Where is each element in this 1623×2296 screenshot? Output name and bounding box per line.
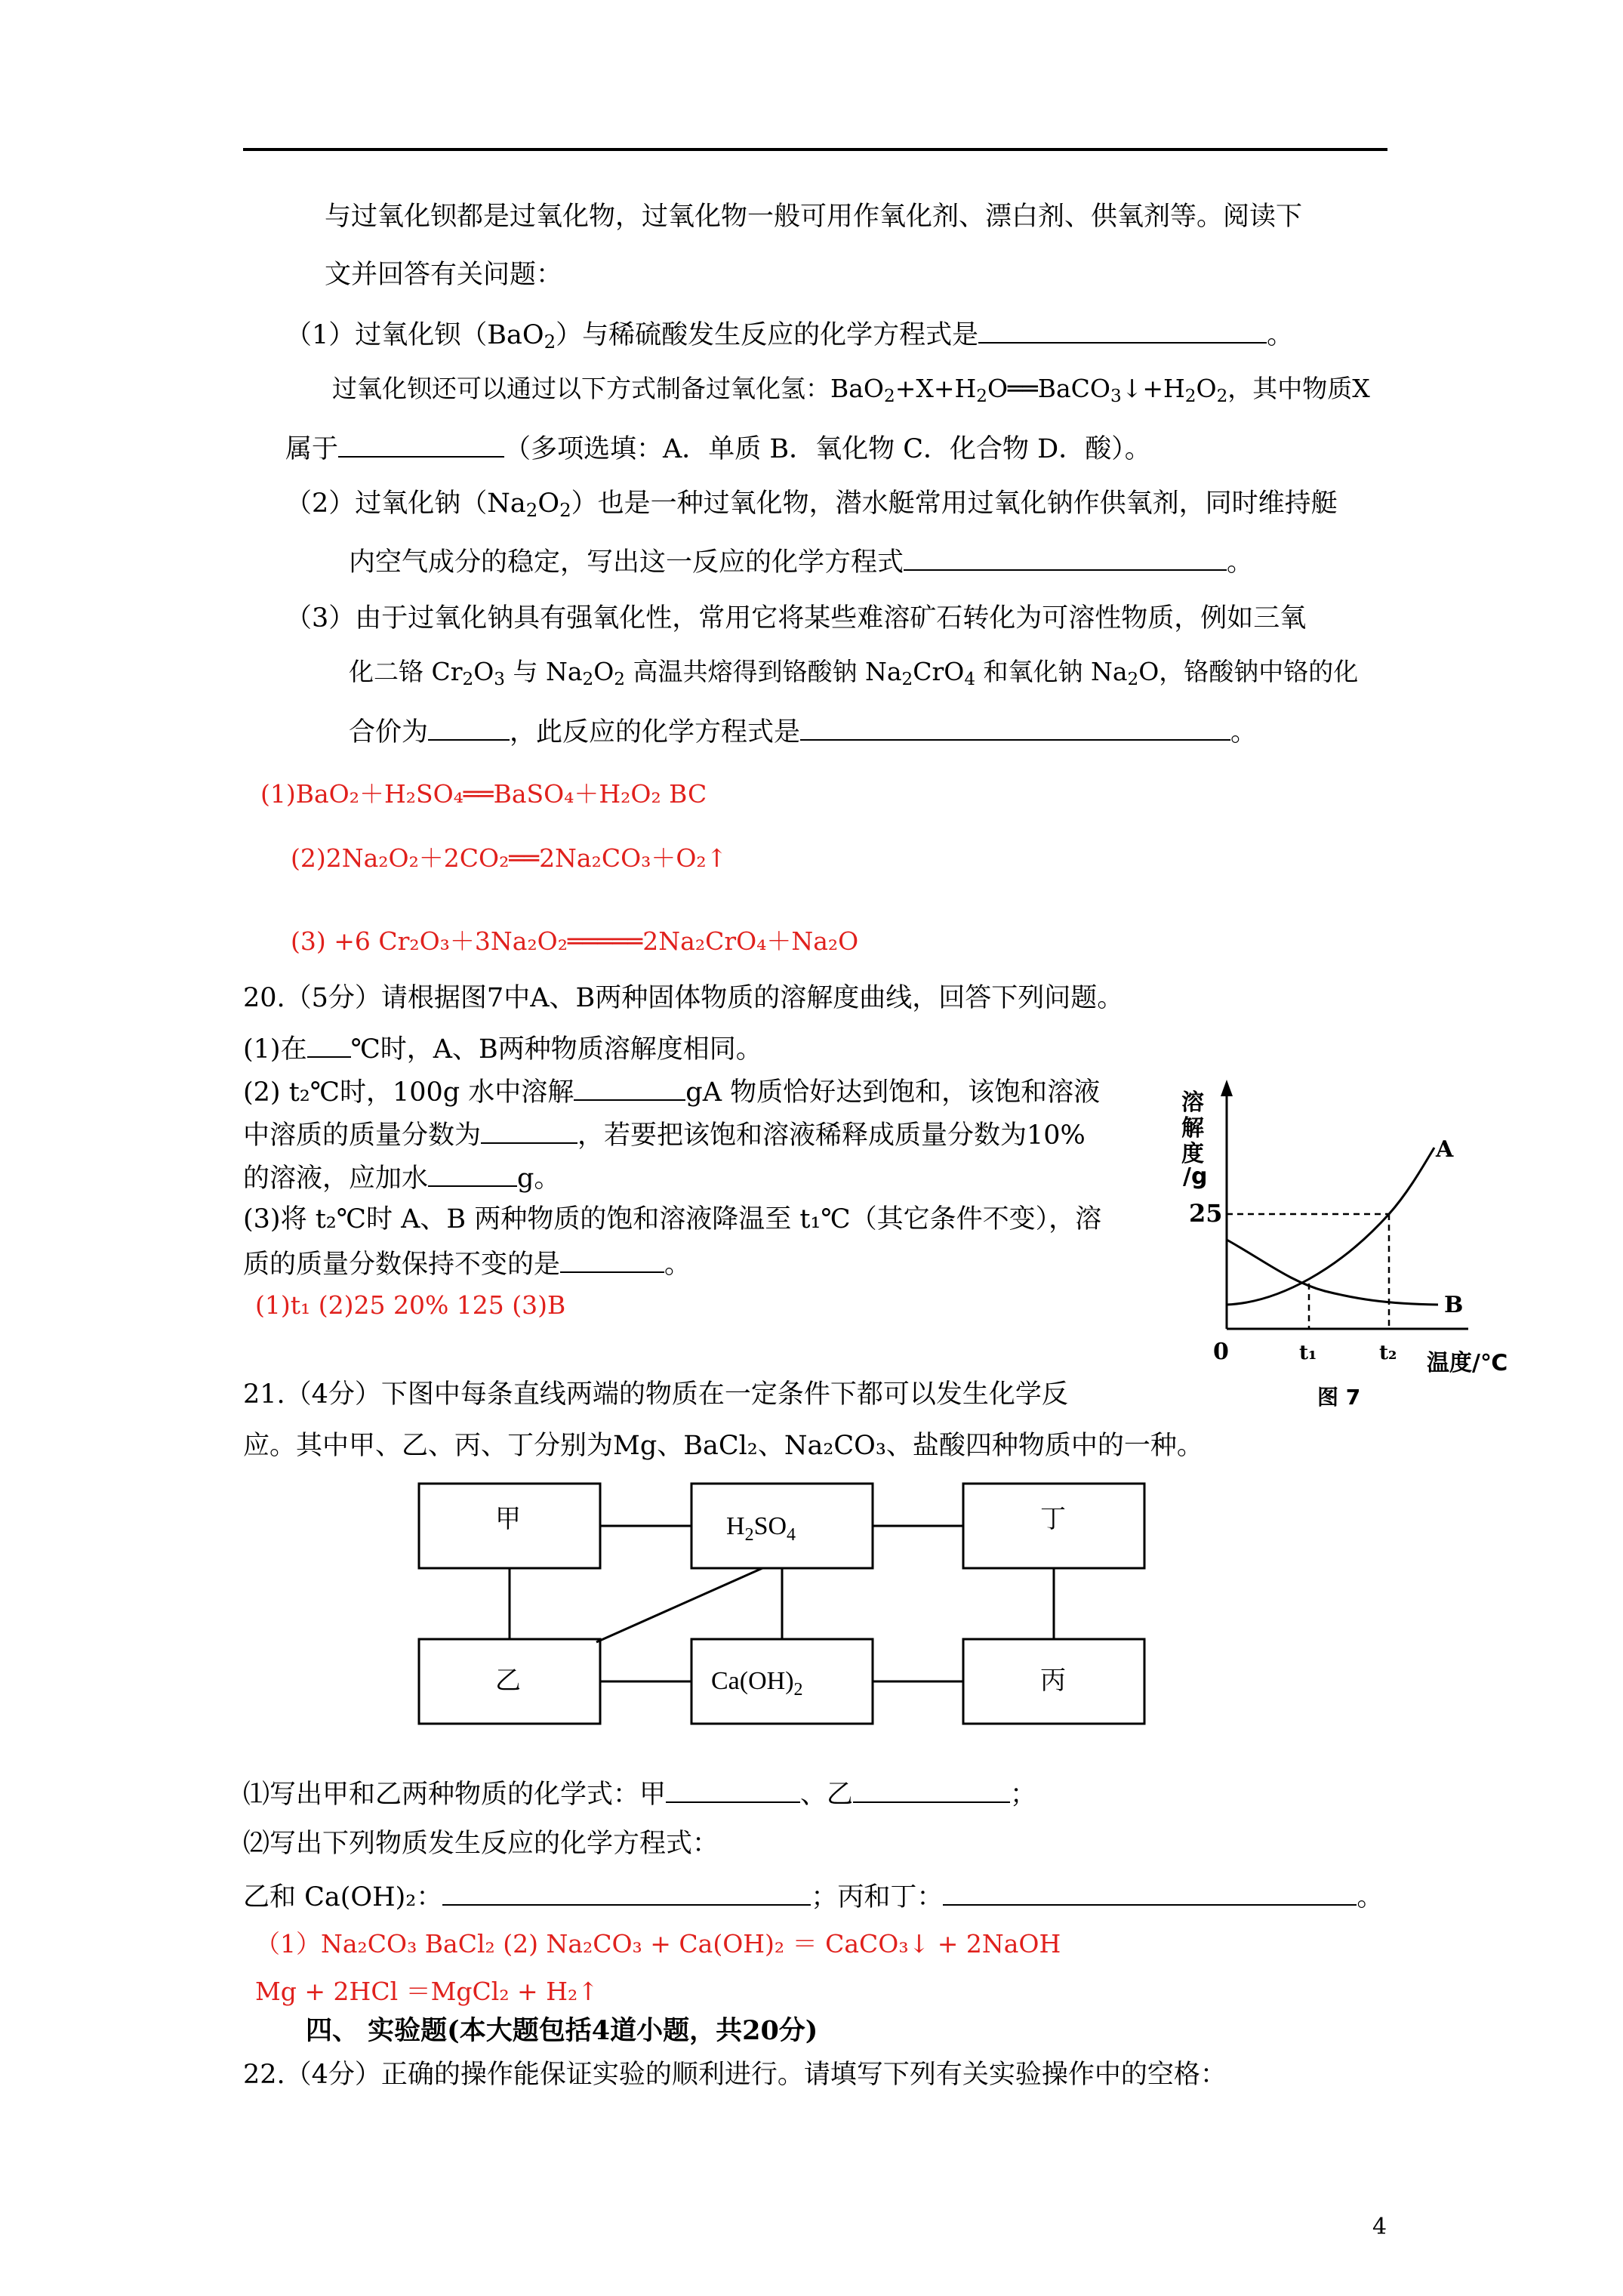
q20-part1: (1)在 ℃时，A、B两种物质溶解度相同。 <box>243 1031 762 1066</box>
section-4-heading: 四、 实验题(本大题包括4道小题，共20分) <box>306 2015 818 2046</box>
q22-title: 22.（4分）正确的操作能保证实验的顺利进行。请填写下列有关实验操作中的空格： <box>243 2060 1227 2090</box>
answer-20: (1)t₁ (2)25 20% 125 (3)B <box>255 1290 566 1320</box>
passage-line-2: 文并回答有关问题： <box>325 260 563 290</box>
q19-classify-line: 属于 （多项选填：A．单质 B．氧化物 C．化合物 D．酸）。 <box>285 430 1151 466</box>
curve-a-label: A <box>1436 1136 1454 1163</box>
answer-blank[interactable] <box>666 1776 800 1803</box>
answer-21-1: （1）Na₂CO₃ BaCl₂ (2) Na₂CO₃ + Ca(OH)₂ ＝ CaCO₃↓ + 2NaOH <box>255 1929 1061 1959</box>
y-axis-label: 溶解度/g <box>1181 1089 1208 1190</box>
q20-part2-line3: 的溶液，应加水 g。 <box>243 1160 560 1195</box>
q21-part1: ⑴写出甲和乙两种物质的化学式：甲 、乙 ； <box>243 1776 1036 1811</box>
x-axis-label: 温度/℃ <box>1427 1350 1508 1376</box>
answer-blank[interactable] <box>800 713 1230 741</box>
answer-blank[interactable] <box>428 713 510 741</box>
ytick-25: 25 <box>1189 1199 1223 1228</box>
answer-19-1: (1)BaO₂＋H₂SO₄══BaSO₄＋H₂O₂ BC <box>260 779 707 809</box>
passage-line-1: 与过氧化钡都是过氧化物，过氧化物一般可用作氧化剂、漂白剂、供氧剂等。阅读下 <box>325 202 1303 232</box>
answer-blank[interactable] <box>442 1878 811 1906</box>
q20-title: 20.（5分）请根据图7中A、B两种固体物质的溶解度曲线，回答下列问题。 <box>243 983 1124 1013</box>
answer-blank[interactable] <box>338 430 504 458</box>
header-rule <box>243 148 1387 151</box>
q19-part3-line3: 合价为 ，此反应的化学方程式是 。 <box>349 713 1257 749</box>
curve-a <box>1227 1148 1434 1305</box>
answer-blank[interactable] <box>574 1074 685 1101</box>
answer-blank[interactable] <box>307 1031 351 1058</box>
label-ding: 丁 <box>1040 1505 1066 1533</box>
link-h2so4-yi <box>596 1568 762 1642</box>
q21-title: 21.（4分）下图中每条直线两端的物质在一定条件下都可以发生化学反 <box>243 1379 1068 1410</box>
label-jia: 甲 <box>495 1505 521 1533</box>
answer-blank[interactable] <box>560 1246 664 1273</box>
label-bing: 丙 <box>1040 1667 1066 1695</box>
answer-blank[interactable] <box>978 316 1267 344</box>
answer-19-2: (2)2Na₂O₂＋2CO₂══2Na₂CO₃＋O₂↑ <box>291 843 728 873</box>
q19-part3-line2: 化二铬 $Cr_2O_3$ 与 $Na_2O_2$ 高温共熔得到铬酸钠 $Na_2CrO_4$ 和氧化钠 $Na_2O$，铬酸钠中铬的化 <box>349 657 1359 689</box>
answer-blank[interactable] <box>481 1117 577 1144</box>
answer-blank[interactable] <box>853 1776 1010 1803</box>
label-yi: 乙 <box>495 1667 521 1695</box>
xtick-t1: t₁ <box>1299 1342 1317 1364</box>
reaction-diagram <box>415 1480 1170 1729</box>
page-number: 4 <box>1372 2214 1387 2240</box>
q21-title-line2: 应。其中甲、乙、丙、丁分别为Mg、BaCl₂、Na₂CO₃、盐酸四种物质中的一种。 <box>243 1431 1203 1461</box>
figure-caption: 图 7 <box>1317 1385 1361 1410</box>
answer-blank[interactable] <box>904 544 1227 571</box>
q20-part2: (2) t₂℃时，100g 水中溶解 gA 物质恰好达到饱和，该饱和溶液 <box>243 1074 1100 1109</box>
y-axis-arrow <box>1221 1080 1233 1096</box>
curve-b <box>1227 1240 1438 1305</box>
q20-part2-line2: 中溶质的质量分数为 ，若要把该饱和溶液稀释成质量分数为10% <box>243 1117 1086 1152</box>
label-caoh2: $Ca(OH)_2$ <box>711 1667 803 1700</box>
figure-7-solubility-graph <box>1166 1065 1544 1419</box>
xtick-t2: t₂ <box>1379 1342 1397 1364</box>
q19-part3: （3）由于过氧化钠具有强氧化性，常用它将某些难溶矿石转化为可溶性物质，例如三氧 <box>285 603 1307 633</box>
q20-part3-line2: 质的质量分数保持不变的是 。 <box>243 1246 691 1281</box>
answer-blank[interactable] <box>428 1160 517 1187</box>
answer-21-2: Mg + 2HCl ＝MgCl₂ + H₂↑ <box>255 1977 599 2006</box>
q20-part3: (3)将 t₂℃时 A、B 两种物质的饱和溶液降温至 t₁℃（其它条件不变），溶 <box>243 1204 1102 1234</box>
origin-label: 0 <box>1213 1339 1229 1365</box>
q19-prep-line: 过氧化钡还可以通过以下方式制备过氧化氢：$BaO_2+X+H_2O══BaCO_3↓+H_2O_2$，其中物质X <box>332 374 1370 406</box>
answer-19-3: (3) +6 Cr₂O₃＋3Na₂O₂═════2Na₂CrO₄＋Na₂O <box>291 926 859 956</box>
answer-blank[interactable] <box>943 1878 1357 1906</box>
label-h2so4: $H_2SO_4$ <box>726 1512 796 1545</box>
q19-part2: （2）过氧化钠$(Na_2O_2)$也是一种过氧化物，潜水艇常用过氧化钠作供氧剂，同时维持艇 <box>285 488 1338 522</box>
curve-b-label: B <box>1444 1292 1464 1318</box>
q21-part2: ⑵写出下列物质发生反应的化学方程式： <box>243 1829 719 1859</box>
q19-part1: （1）过氧化钡（BaO$_2$）与稀硫酸发生反应的化学方程式是 。 <box>285 316 1293 359</box>
q19-part2-line2: 内空气成分的稳定，写出这一反应的化学方程式 。 <box>349 544 1253 579</box>
q21-part2-line2: 乙和 Ca(OH)₂： ；丙和丁： 。 <box>243 1878 1383 1914</box>
